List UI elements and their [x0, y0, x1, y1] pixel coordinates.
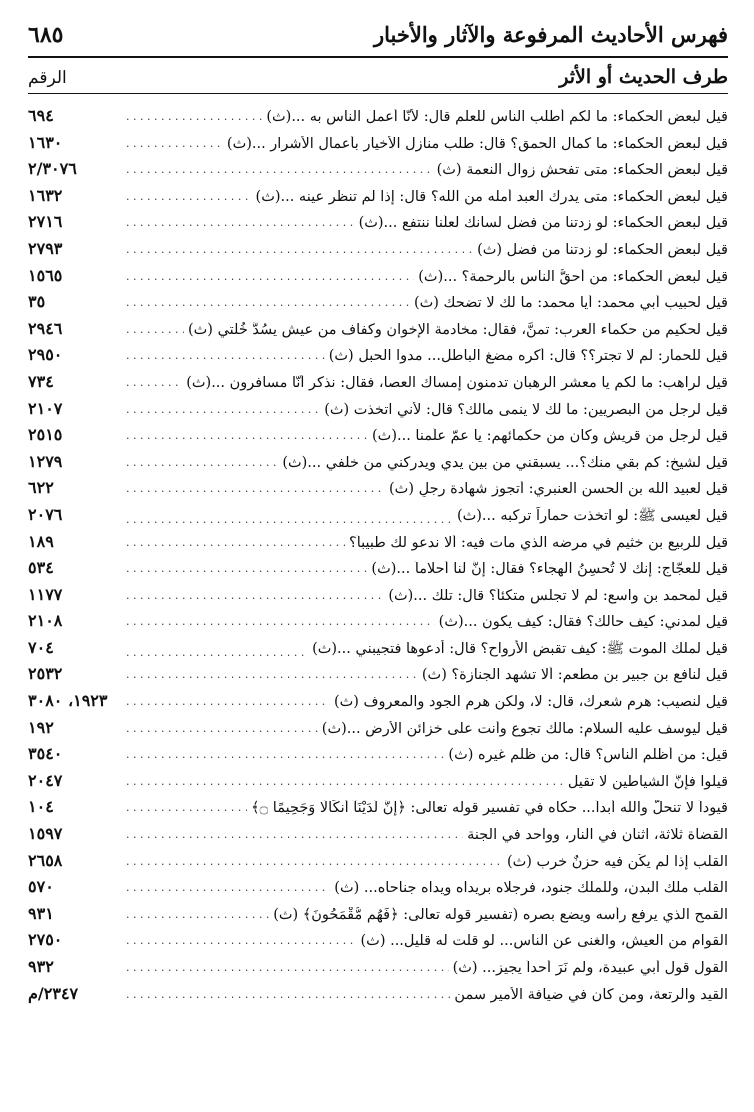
index-entry-row [28, 611, 728, 638]
entry-number: ٢١٠٧ [28, 398, 63, 418]
entry-text-content: قيل لبعض الحكماء: متى تفحش زوال النعمة (ث) [433, 162, 728, 178]
entry-text-content: القضاة ثلاثة، اثنان في النار، وواحد في الجنة [463, 827, 728, 843]
entry-text [126, 827, 728, 843]
entry-text-content: القيد والرتعة، ومن كان في ضيافة الأمير سمن [450, 987, 728, 1003]
entry-text [126, 933, 728, 949]
index-entry-row [28, 744, 728, 771]
entry-text-content: قيل ليوسف عليه السلام: مالك تجوع وأنت على خزائن الأرض ...(ث) [318, 721, 728, 737]
entry-number: ٩٣٢ [28, 957, 54, 976]
entry-text [126, 322, 728, 338]
entry-number: ٥٣٤ [28, 558, 54, 578]
entry-text [126, 561, 728, 577]
entry-number: ١٢٧٩ [28, 451, 63, 471]
entry-number: ٧٣٤ [28, 371, 54, 391]
entry-text [126, 481, 728, 497]
running-title: فهرس الأحاديث المرفوعة والآثار والأخبار [374, 22, 728, 47]
entry-text [126, 428, 728, 444]
entry-number: ١٥٦٥ [28, 265, 63, 285]
index-entry-row [28, 478, 728, 505]
entry-text [126, 162, 728, 178]
entry-text [126, 109, 728, 125]
entry-text-content: قيل لبعض الحكماء: لو زدتنا من فضل لسانك لعلَّنا ننتفع ...(ث) [355, 215, 728, 231]
entry-text [126, 242, 728, 258]
entry-text-content: قيل لعيسى ﷺ: لو اتخذت حماراً تركبه ...(ث) [453, 508, 728, 524]
index-entry-row [28, 585, 728, 612]
index-entry-row [28, 186, 728, 213]
entry-number: ٩٣١ [28, 903, 54, 923]
entry-text-content: القول قول أبي عبيدة، ولم نَرَ أحداً يجيز... (ث) [449, 960, 728, 976]
entry-text [126, 189, 728, 205]
entry-text-content: قيل لنصيب: هرم شعرك، قال: لا، ولكن هرم الجود والمعروف (ث) [330, 694, 728, 710]
index-list [28, 106, 728, 1010]
entry-text-content: قيل لبعض الحكماء: ما كمال الحمق؟ قال: طلب منازل الأخيار بأعمال الأشرار ...(ث) [223, 136, 728, 152]
entry-text-content: قيل لعبيد الله بن الحسن العنبري: أتجوز شهادة رجلٍ (ث) [385, 481, 728, 497]
entry-number: ٥٧٠ [28, 877, 54, 897]
running-header [28, 22, 728, 58]
index-entry-row [28, 904, 728, 931]
index-entry-row [28, 691, 728, 718]
index-entry-row [28, 877, 728, 904]
entry-text [126, 375, 728, 391]
entry-text-content: قيل لبعض الحكماء: من أحقُّ الناس بالرحمة؟ ...(ث) [414, 269, 728, 285]
entry-number: ٢٣٤٧/م [28, 983, 79, 1003]
entry-text-content: قيل للحمار: لم لا تجتر؟؟ قال: أكره مضغ الباطل... مدوا الحبل (ث) [325, 348, 728, 364]
entry-number: ٢٩٤٦ [28, 318, 63, 338]
entry-text [126, 295, 728, 311]
entry-number: ١٦٣٢ [28, 185, 63, 205]
index-entry-row [28, 292, 728, 319]
entry-text-content: قيلوا فإنَّ الشياطين لا تقيل [564, 774, 728, 790]
entry-text [126, 507, 728, 528]
index-entry-row [28, 638, 728, 665]
entry-text [126, 694, 728, 710]
entry-text [126, 721, 728, 737]
entry-number: ٢٩٥٠ [28, 345, 63, 365]
entry-number: ٢٧٩٣ [28, 238, 63, 258]
entry-text [126, 614, 728, 630]
index-entry-row [28, 558, 728, 585]
entry-number: ٢٠٧٦ [28, 504, 63, 524]
entry-column-label: طرف الحديث أو الأثر [559, 66, 728, 88]
entry-text [126, 987, 728, 1003]
entry-number: ٢٧١٦ [28, 212, 63, 232]
number-column-label: الرقم [28, 68, 67, 88]
index-entry-row [28, 133, 728, 160]
index-entry-row [28, 984, 728, 1011]
entry-number: ٦٢٢ [28, 478, 54, 498]
entry-text [126, 535, 728, 551]
entry-text-content: قيل للربيع بن خثيم في مرضه الذي مات فيه: ألا ندعو لك طبيباً؟ [345, 535, 728, 551]
column-header [28, 58, 728, 94]
entry-text [126, 136, 728, 152]
entry-text-content: قيل لبعض الحكماء: ما لكم أطلب الناس للعلم قال: لأنَّا أعمل الناس به ...(ث) [262, 109, 728, 125]
entry-number: ٢٠٤٧ [28, 770, 63, 790]
entry-text-content: القوام من العيش، والغنى عن الناس... لو قلت له قليل... (ث) [357, 933, 728, 949]
entry-number: ٣٥٤٠ [28, 744, 63, 764]
index-entry-row [28, 718, 728, 745]
entry-number: ٢٥٣٢ [28, 664, 63, 684]
entry-text-content: قيل لرجل من قريش وكان من حكمائهم: يا عمّ علّمنا ...(ث) [368, 428, 728, 444]
index-entry-row [28, 452, 728, 479]
entry-text [126, 215, 728, 231]
entry-number: ١٦٣٠ [28, 132, 63, 152]
index-entry-row [28, 797, 728, 824]
entry-text-content: قيل: من أظلم الناس؟ قال: من ظلم غيره (ث) [444, 747, 728, 763]
index-entry-row [28, 319, 728, 346]
index-entry-row [28, 266, 728, 293]
index-entry-row [28, 824, 728, 851]
entry-number: ١١٧٧ [28, 584, 63, 604]
entry-number: ١٩٢٣، ٣٠٨٠ [28, 691, 108, 711]
page-number: ٦٨٥ [28, 22, 64, 48]
index-entry-row [28, 425, 728, 452]
entry-text [126, 774, 728, 790]
entry-text [126, 880, 728, 896]
index-entry-row [28, 930, 728, 957]
entry-text [126, 455, 728, 471]
index-entry-row [28, 505, 728, 532]
entry-number: ٦٩٤ [28, 106, 54, 125]
index-entry-row [28, 106, 728, 133]
index-page [28, 22, 728, 1010]
entry-number: ١٥٩٧ [28, 824, 63, 844]
entry-number: ٣٥ [28, 292, 46, 312]
entry-text-content: قيل لمدني: كيف حالك؟ فقال: كيف يكون ...(ث) [435, 614, 728, 630]
index-entry-row [28, 159, 728, 186]
index-entry-row [28, 399, 728, 426]
index-entry-row [28, 239, 728, 266]
entry-text [126, 269, 728, 285]
entry-text-content: قيل لشيخ: كم بقي منك؟... يسبقني من بين يدي ويدركني من خلفي ...(ث) [278, 455, 728, 471]
index-entry-row [28, 851, 728, 878]
entry-text-content: قيوداً لا تنحلُّ والله أبداً... حكاه في تفسير قوله تعالى: ﴿إِنَّ لَدَيْنَآ أَنكَالًا وَجَحِيمًا ۝﴾ [247, 800, 728, 816]
entry-number: ٢١٠٨ [28, 611, 63, 631]
entry-text [126, 800, 728, 816]
entry-text [126, 588, 728, 604]
entry-number: ٢٥١٥ [28, 425, 63, 445]
entry-text-content: القلب إذا لم يكُن فيه حزنٌ خرب (ث) [503, 854, 728, 870]
index-entry-row [28, 664, 728, 691]
entry-number: ١٨٩ [28, 531, 54, 551]
index-entry-row [28, 532, 728, 559]
entry-text-content: قيل لراهب: ما لكم يا معشر الرهبان تدمنون إمساك العصا، فقال: نذكر أنَّا مسافرون ...(ث) [182, 375, 728, 391]
entry-text-content: قيل لحكيم من حكماء العرب: تمنَّ، فقال: مخادمة الإخوان وكفاف من عيشٍ يسُدُّ خُلتي (ث) [184, 322, 728, 338]
entry-text [126, 667, 728, 683]
index-entry-row [28, 771, 728, 798]
entry-text-content: القمح الذي يرفع رأسه ويضع بصره (تفسير قوله تعالى: ﴿فَهُم مُّقْمَحُونَ﴾ (ث) [269, 907, 728, 923]
entry-text-content: قيل للعجّاج: إنك لا تُحسِنُ الهجاء؟ فقال: إنَّ لنا أحلاماً ...(ث) [367, 561, 728, 577]
entry-text [126, 640, 728, 661]
index-entry-row [28, 957, 728, 984]
entry-text-content: قيل لنافع بن جبير بن مطعم: ألا تشهد الجنازة؟ (ث) [418, 667, 728, 683]
entry-text-content: قيل لرجل من البصريين: ما لك لا ينمى مالك؟ قال: لأني اتخذت (ث) [320, 402, 728, 418]
entry-number: ١٩٢ [28, 717, 54, 737]
index-entry-row [28, 345, 728, 372]
entry-number: ١٠٤ [28, 797, 54, 817]
entry-text-content: قيل لحبيب أبي محمد: أيا محمد: ما لك لا تضحك (ث) [410, 295, 728, 311]
entry-text-content: قيل لمحمد بن واسع: لم لا تجلس متكئاً؟ قال: تلك ...(ث) [384, 588, 728, 604]
entry-text [126, 854, 728, 870]
entry-text [126, 402, 728, 418]
entry-text [126, 907, 728, 923]
entry-text [126, 960, 728, 976]
index-entry-row [28, 212, 728, 239]
entry-number: ٧٠٤ [28, 637, 54, 657]
entry-text-content: قيل لبعض الحكماء: لو زدتنا من فضل (ث) [473, 242, 728, 258]
entry-text-content: القلب ملك البدن، وللملك جنود، فرجلاه بريداه ويداه جناحاه... (ث) [330, 880, 728, 896]
index-entry-row [28, 372, 728, 399]
entry-number: ٢٦٥٨ [28, 850, 63, 870]
entry-text [126, 348, 728, 364]
entry-text [126, 747, 728, 763]
entry-number: ٢٧٥٠ [28, 930, 63, 950]
entry-text-content: قيل لبعض الحكماء: متى يدرك العبد أمله من الله؟ قال: إذا لم تنظر عينه ...(ث) [252, 189, 728, 205]
entry-text-content: قيل لملك الموت ﷺ: كيف تقبض الأرواح؟ قال: أدعوها فتجيبني ...(ث) [308, 641, 728, 657]
entry-number: ٢/٣٠٧٦ [28, 159, 77, 179]
